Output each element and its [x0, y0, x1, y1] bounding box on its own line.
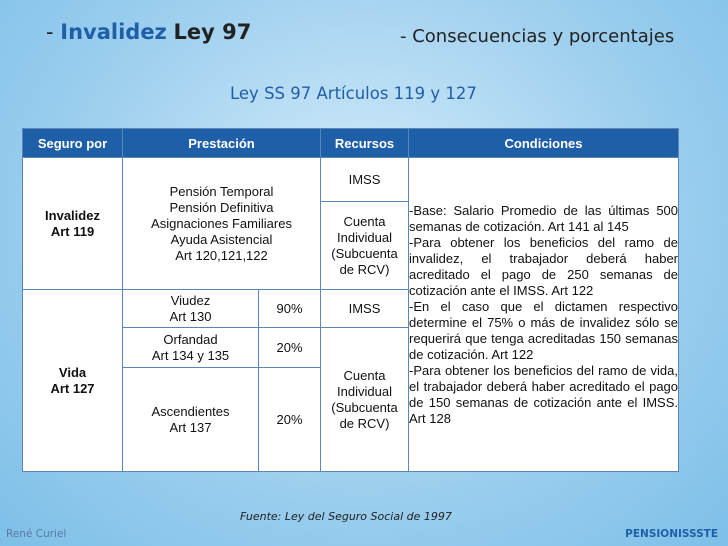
- pct-ascendientes: 20%: [259, 368, 321, 472]
- title-invalidez: Invalidez: [60, 20, 167, 44]
- title-dash: -: [46, 20, 61, 44]
- condicion-4: -Para obtener los beneficios del ramo de vida, el trabajador deberá haber acreditado el pago de 150 semanas de cotización ante el IMSS. Art 128: [409, 362, 679, 426]
- brand-logo-text: PENSIONISSSTE: [625, 528, 718, 540]
- header-seguro: Seguro por: [23, 129, 123, 158]
- recurso-cuenta-invalidez: Cuenta Individual (Subcuenta de RCV): [321, 202, 409, 290]
- condicion-1: -Base: Salario Promedio de las últimas 500 semanas de cotización. Art 141 al 145: [409, 202, 679, 234]
- condicion-2: -Para obtener los beneficios del ramo de invalidez, el trabajador deberá haber acreditado el pago de 250 semanas de cotización ante el IMSS. Art 122: [409, 234, 679, 298]
- seguro-vida: Vida Art 127: [23, 290, 123, 472]
- table-row: [23, 158, 679, 202]
- header-condiciones: Condiciones: [409, 129, 679, 158]
- source-note: Fuente: Ley del Seguro Social de 1997: [240, 510, 452, 523]
- condicion-3: -En el caso que el dictamen respectivo determine el 75% o más de invalidez sólo se requerirá que tenga acreditadas 150 semanas de cotización. Art 122: [409, 298, 679, 362]
- recurso-cuenta-vida: Cuenta Individual (Subcuenta de RCV): [321, 328, 409, 472]
- condiciones-cell: [409, 158, 679, 472]
- author-name: René Curiel: [6, 528, 67, 540]
- pct-viudez: 90%: [259, 290, 321, 328]
- prestacion-ascendientes: Ascendientes Art 137: [123, 368, 259, 472]
- slide-title: [46, 20, 251, 44]
- benefits-table: [22, 128, 679, 472]
- prestacion-viudez: Viudez Art 130: [123, 290, 259, 328]
- slide-subtitle: Ley SS 97 Artículos 119 y 127: [230, 84, 477, 103]
- pct-orfandad: 20%: [259, 328, 321, 368]
- slide-title-right: - Consecuencias y porcentajes: [400, 26, 675, 47]
- seguro-invalidez: Invalidez Art 119: [23, 158, 123, 290]
- recurso-imss-invalidez: IMSS: [321, 158, 409, 202]
- title-ley: Ley 97: [173, 20, 252, 44]
- header-prestacion: Prestación: [123, 129, 321, 158]
- table-header-row: [23, 129, 679, 158]
- prestacion-invalidez: Pensión Temporal Pensión Definitiva Asignaciones Familiares Ayuda Asistencial Art 120,121,122: [123, 158, 321, 290]
- recurso-imss-vida: IMSS: [321, 290, 409, 328]
- prestacion-orfandad: Orfandad Art 134 y 135: [123, 328, 259, 368]
- header-recursos: Recursos: [321, 129, 409, 158]
